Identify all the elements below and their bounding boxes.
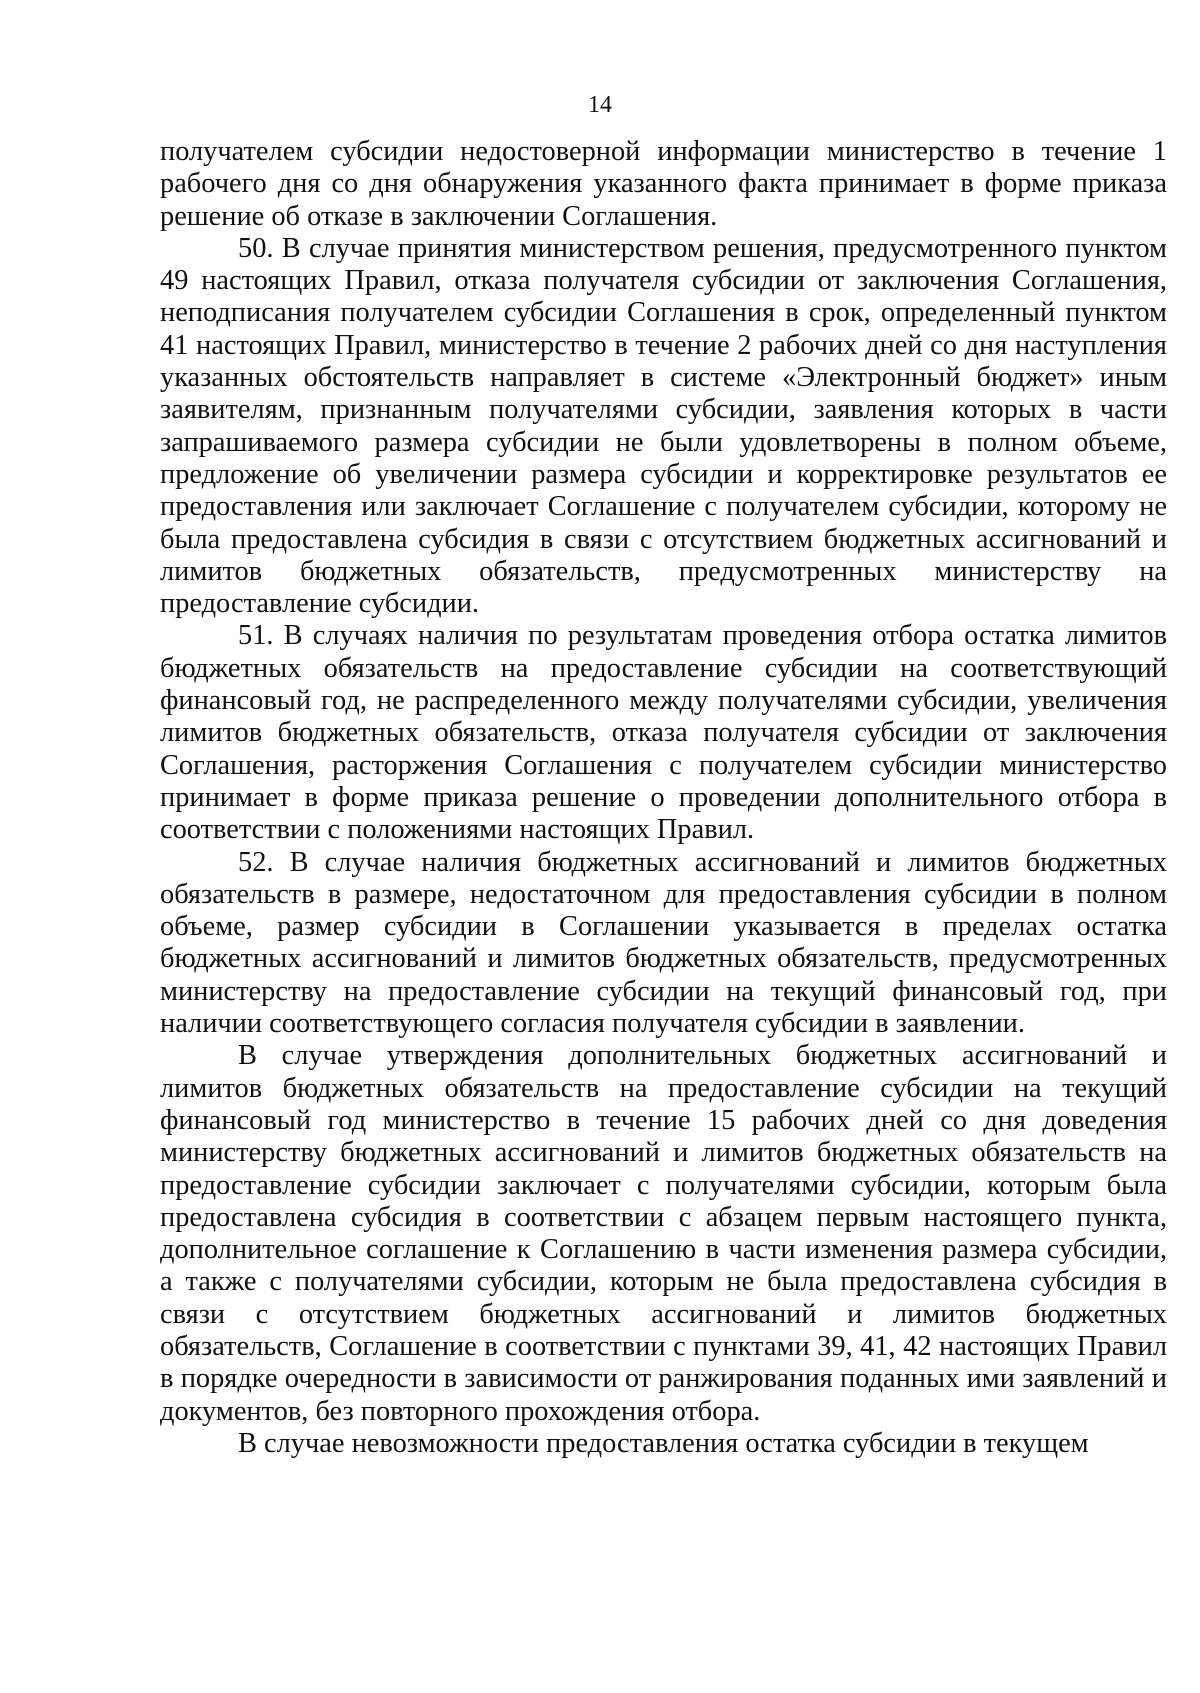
paragraph-52-additional: В случае утверждения дополнительных бюджетных ассигнований и лимитов бюджетных обязательств на предоставление субсидии на текущий финансовый год министерство в течение 15 рабочих дней со дня доведения министерству бюджетных ассигнований и лимитов бюджетных обязательств на предоставление субсидии заключает с получателями субсидии, которым была предоставлена субсидия в соответствии с абзацем первым настоящего пункта, дополнительное соглашение к Соглашению в части изменения размера субсидии, а также с получателями субсидии, которым не была предоставлена субсидия в связи с отсутствием бюджетных ассигнований и лимитов бюджетных обязательств, Соглашение в соответствии с пунктами 39, 41, 42 настоящих Правил в порядке очередности в зависимости от ранжирования поданных ими заявлений и документов, без повторного прохождения отбора. [160, 1040, 1167, 1427]
paragraph-51: 51. В случаях наличия по результатам проведения отбора остатка лимитов бюджетных обязательств на предоставление субсидии на соответствующий финансовый год, не распределенного между получателями субсидии, увеличения лимитов бюджетных обязательств, отказа получателя субсидии от заключения Соглашения, расторжения Соглашения с получателем субсидии министерство принимает в форме приказа решение о проведении дополнительного отбора в соответствии с положениями настоящих Правил. [160, 620, 1167, 846]
body-text [160, 136, 1167, 1460]
paragraph-continued: получателем субсидии недостоверной информации министерство в течение 1 рабочего дня со дня обнаружения указанного факта принимает в форме приказа решение об отказе в заключении Соглашения. [160, 136, 1167, 232]
paragraph-50: 50. В случае принятия министерством решения, предусмотренного пунктом 49 настоящих Правил, отказа получателя субсидии от заключения Соглашения, неподписания получателем субсидии Соглашения в срок, определенный пунктом 41 настоящих Правил, министерство в течение 2 рабочих дней со дня наступления указанных обстоятельств направляет в системе «Электронный бюджет» иным заявителям, признанным получателями субсидии, заявления которых в части запрашиваемого размера субсидии не были удовлетворены в полном объеме, предложение об увеличении размера субсидии и корректировке результатов ее предоставления или заключает Соглашение с получателем субсидии, которому не была предоставлена субсидия в связи с отсутствием бюджетных ассигнований и лимитов бюджетных обязательств, предусмотренных министерству на предоставление субсидии. [160, 232, 1167, 620]
paragraph-52: 52. В случае наличия бюджетных ассигнований и лимитов бюджетных обязательств в размере, недостаточном для предоставления субсидии в полном объеме, размер субсидии в Соглашении указывается в пределах остатка бюджетных ассигнований и лимитов бюджетных обязательств, предусмотренных министерству на предоставление субсидии на текущий финансовый год, при наличии соответствующего согласия получателя субсидии в заявлении. [160, 846, 1167, 1040]
paragraph-52-remainder: В случае невозможности предоставления остатка субсидии в текущем [238, 1427, 1089, 1459]
page-number: 14 [588, 92, 612, 118]
